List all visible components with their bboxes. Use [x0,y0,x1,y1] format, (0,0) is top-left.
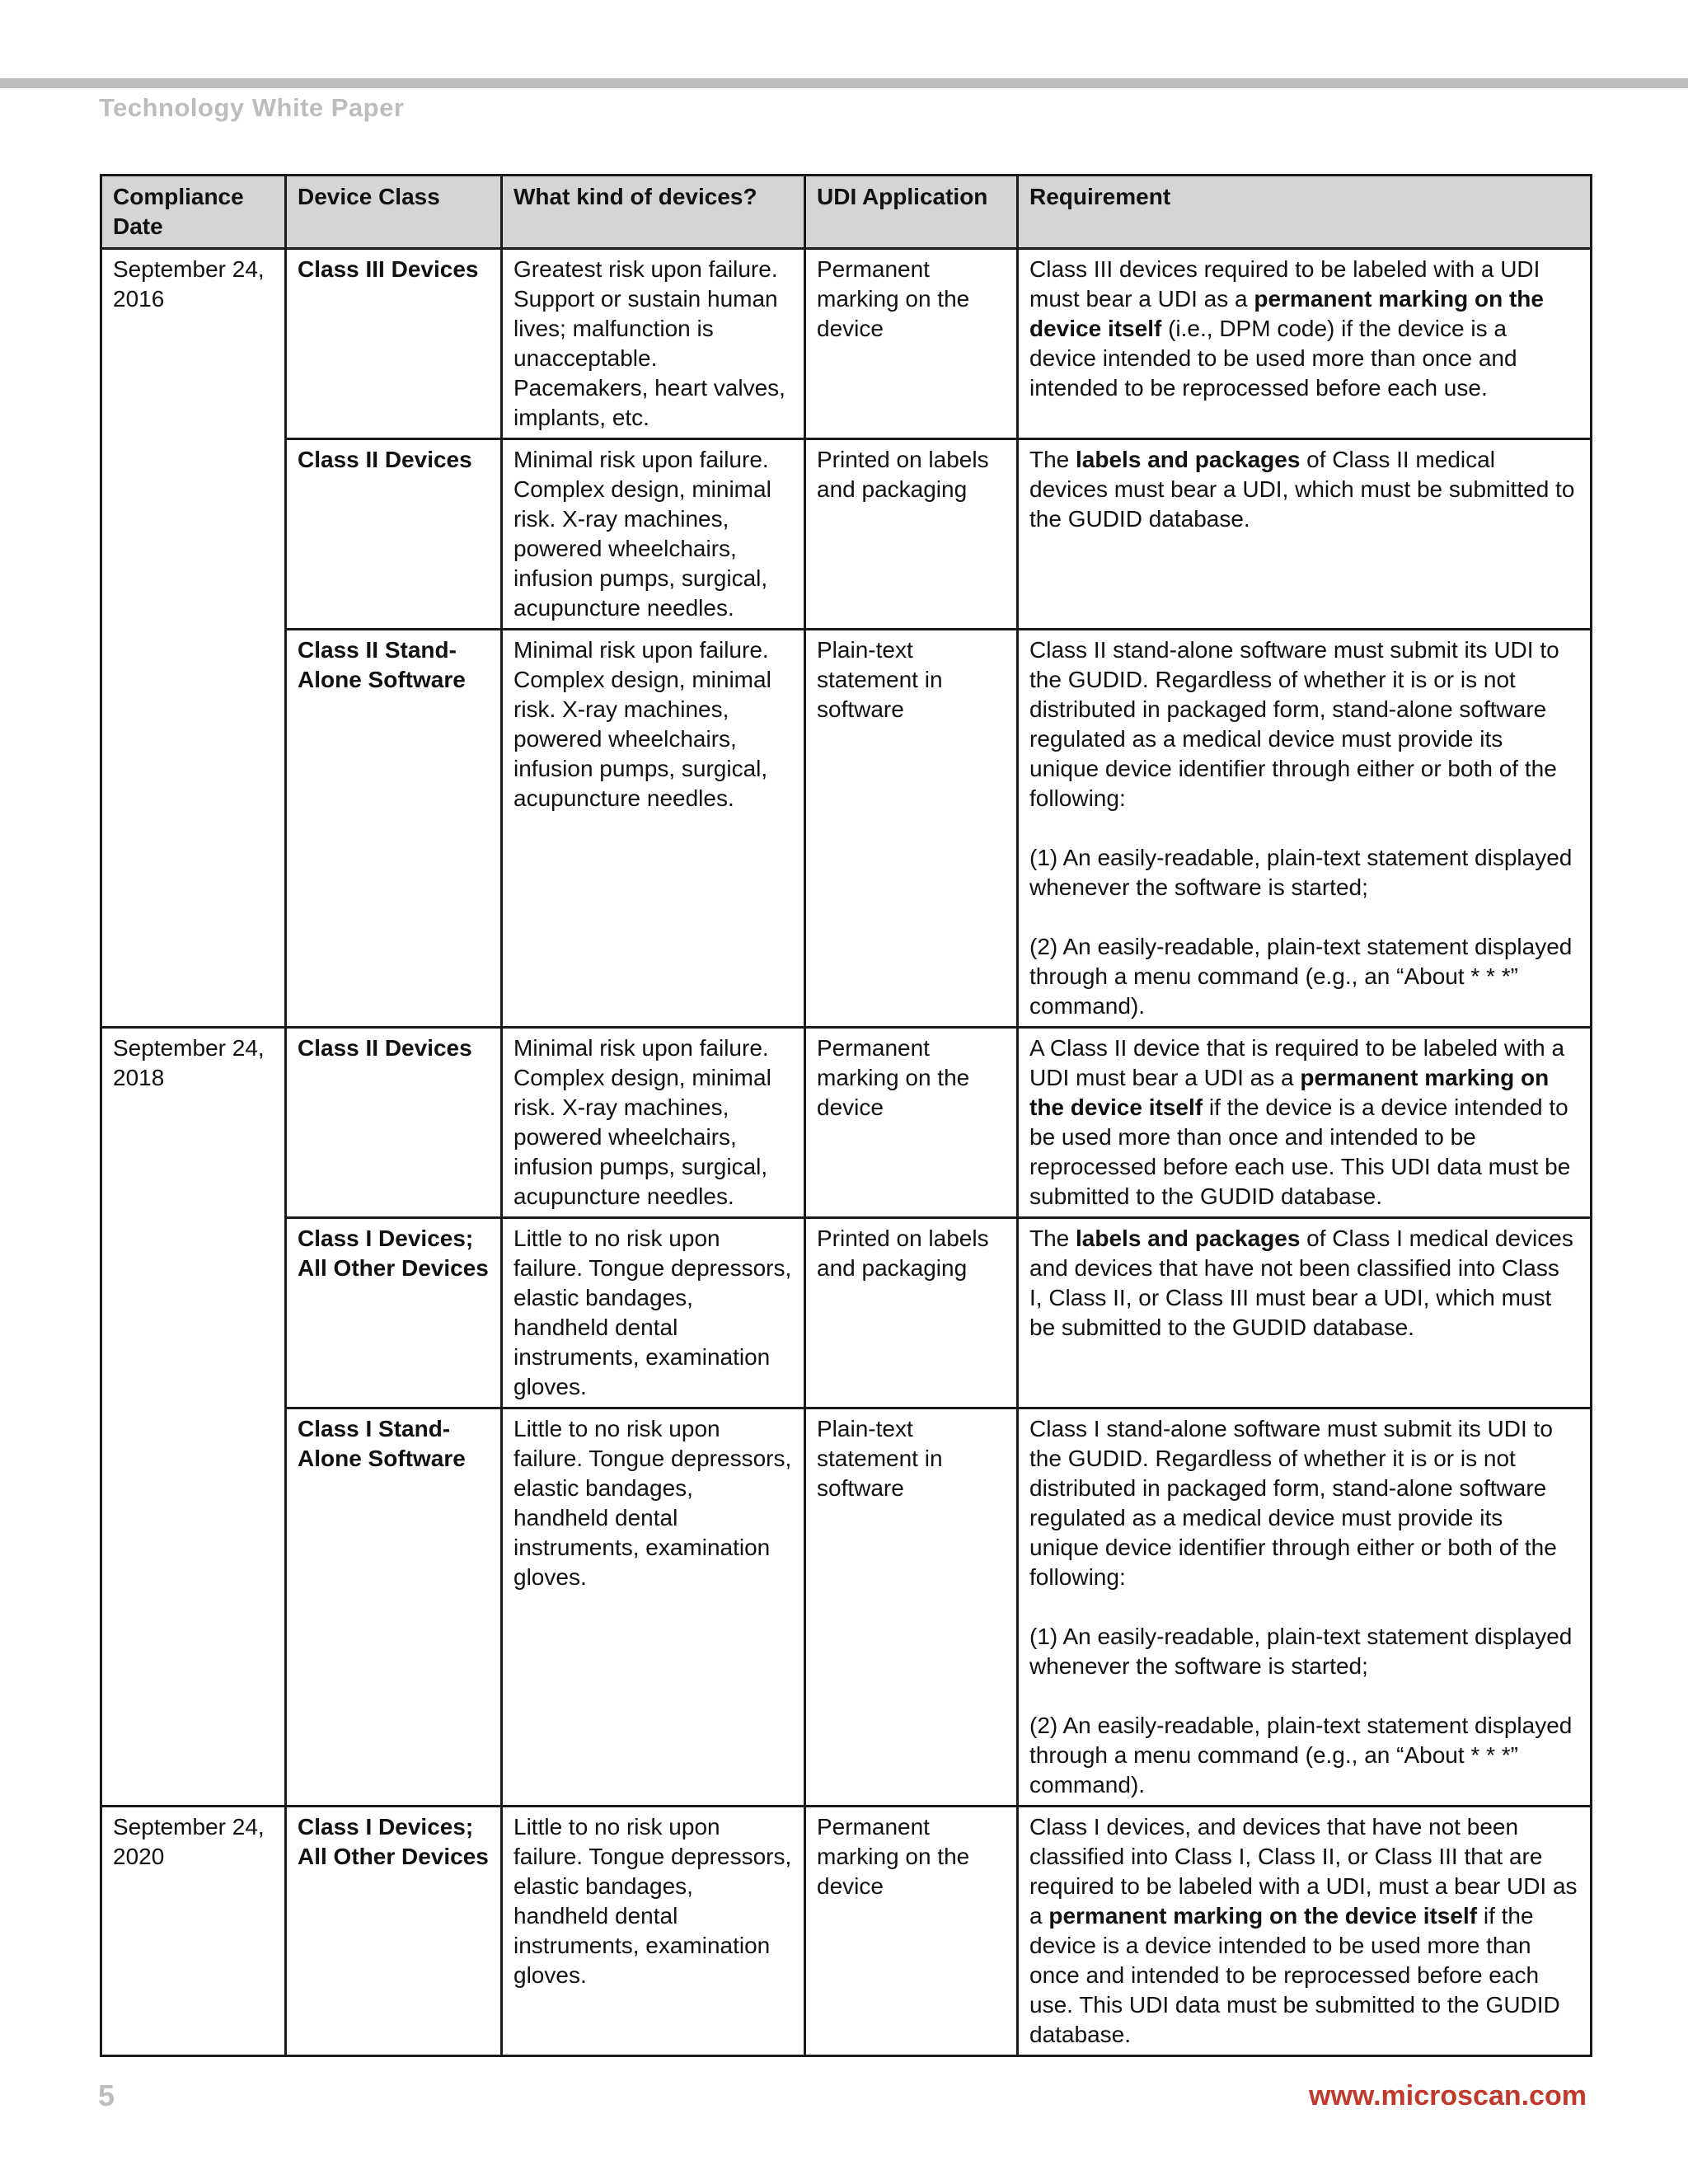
udi-application-cell: Permanent marking on the device [805,1807,1018,2056]
table-row [101,439,1592,630]
page-number: 5 [98,2079,115,2112]
requirement-paragraph [1029,255,1578,403]
top-rule [0,78,1688,88]
table-row [101,1028,1592,1218]
requirement-paragraph [1029,1622,1578,1681]
column-header: Device Class [286,176,502,249]
requirement-text: of Class II medical devices must bear a UDI, which must be submitted to the GUDID database. [1029,447,1575,532]
udi-application-cell: Plain-text statement in software [805,1408,1018,1807]
device-examples-cell: Minimal risk upon failure. Complex design, minimal risk. X-ray machines, powered wheelchairs, infusion pumps, surgical, acupuncture needles. [502,630,805,1028]
requirement-emphasis: permanent marking on the device itself [1029,1065,1550,1120]
udi-compliance-table [100,174,1592,2057]
table-row [101,630,1592,1028]
document-header: Technology White Paper [99,93,405,122]
table-row [101,1807,1592,2056]
requirement-text: Class I stand-alone software must submit its UDI to the GUDID. Regardless of whether it is or is not distributed in packaged form, stand-alone software regulated as a medical device must provide its unique device identifier through either or both of the following: [1029,1416,1557,1590]
device-class-cell: Class II Devices [286,1028,502,1218]
requirement-paragraph [1029,932,1578,1021]
device-examples-cell: Minimal risk upon failure. Complex design, minimal risk. X-ray machines, powered wheelchairs, infusion pumps, surgical, acupuncture needles. [502,439,805,630]
udi-application-cell: Plain-text statement in software [805,630,1018,1028]
device-examples-cell: Minimal risk upon failure. Complex design, minimal risk. X-ray machines, powered wheelchairs, infusion pumps, surgical, acupuncture needles. [502,1028,805,1218]
device-class-cell: Class I Devices; All Other Devices [286,1218,502,1408]
requirement-cell [1018,1028,1592,1218]
requirement-cell [1018,1807,1592,2056]
requirement-text: if the device is a device intended to be used more than once and intended to be reprocessed before each use. This UDI data must be submitted to the GUDID database. [1029,1094,1571,1209]
requirement-paragraph [1029,1812,1578,2050]
device-class-cell: Class III Devices [286,249,502,439]
column-header: Compliance Date [101,176,286,249]
udi-application-cell: Printed on labels and packaging [805,1218,1018,1408]
device-class-cell: Class I Stand-Alone Software [286,1408,502,1807]
compliance-date-cell: September 24, 2016 [101,249,286,1028]
requirement-text: of Class I medical devices and devices that have not been classified into Class I, Class II, or Class III must bear a UDI, which must be submitted to the GUDID database. [1029,1226,1573,1340]
device-class-cell: Class I Devices; All Other Devices [286,1807,502,2056]
requirement-text: Class I devices, and devices that have not been classified into Class I, Class II, or Class III that are required to be labeled with a UDI, must a bear UDI as a [1029,1814,1578,1929]
requirement-cell [1018,439,1592,630]
requirement-text: Class II stand-alone software must submit its UDI to the GUDID. Regardless of whether it is or is not distributed in packaged form, stand-alone software regulated as a medical device must provide its unique device identifier through either or both of the following: [1029,637,1559,811]
column-header: Requirement [1018,176,1592,249]
device-class-cell: Class II Devices [286,439,502,630]
requirement-emphasis: labels and packages [1076,447,1301,472]
device-examples-cell: Little to no risk upon failure. Tongue depressors, elastic bandages, handheld dental instruments, examination gloves. [502,1408,805,1807]
compliance-date-cell: September 24, 2020 [101,1807,286,2056]
device-examples-cell: Greatest risk upon failure. Support or sustain human lives; malfunction is unacceptable. Pacemakers, heart valves, implants, etc. [502,249,805,439]
requirement-emphasis: permanent marking on the device itself [1029,286,1544,341]
requirement-cell [1018,1408,1592,1807]
website-link[interactable]: www.microscan.com [1309,2080,1587,2111]
table-row [101,1218,1592,1408]
requirement-cell [1018,630,1592,1028]
requirement-text: A Class II device that is required to be labeled with a UDI must bear a UDI as a [1029,1035,1565,1090]
requirement-text: The [1029,1226,1076,1251]
requirement-paragraph [1029,1224,1578,1343]
requirement-text: (i.e., DPM code) if the device is a device intended to be used more than once and intended to be reprocessed before each use. [1029,316,1517,401]
requirement-cell [1018,249,1592,439]
requirement-text: (2) An easily-readable, plain-text statement displayed through a menu command (e.g., an “About * * *” command). [1029,934,1573,1019]
device-examples-cell: Little to no risk upon failure. Tongue depressors, elastic bandages, handheld dental instruments, examination gloves. [502,1218,805,1408]
requirement-emphasis: labels and packages [1076,1226,1301,1251]
udi-application-cell: Printed on labels and packaging [805,439,1018,630]
requirement-paragraph [1029,1033,1578,1212]
device-examples-cell: Little to no risk upon failure. Tongue depressors, elastic bandages, handheld dental instruments, examination gloves. [502,1807,805,2056]
requirement-cell [1018,1218,1592,1408]
requirement-text: (1) An easily-readable, plain-text statement displayed whenever the software is started; [1029,1624,1573,1679]
column-header: UDI Application [805,176,1018,249]
requirement-paragraph [1029,445,1578,534]
requirement-text: (2) An easily-readable, plain-text statement displayed through a menu command (e.g., an “About * * *” command). [1029,1713,1573,1797]
udi-application-cell: Permanent marking on the device [805,1028,1018,1218]
requirement-text: The [1029,447,1076,472]
requirement-text: Class III devices required to be labeled with a UDI must bear a UDI as a [1029,256,1540,312]
udi-application-cell: Permanent marking on the device [805,249,1018,439]
requirement-paragraph [1029,1711,1578,1800]
requirement-paragraph [1029,1414,1578,1592]
column-header: What kind of devices? [502,176,805,249]
table-header-row [101,176,1592,249]
requirement-paragraph [1029,843,1578,902]
requirement-emphasis: permanent marking on the device itself [1048,1903,1478,1929]
table-row [101,249,1592,439]
table-body [101,249,1592,2056]
table-row [101,1408,1592,1807]
compliance-date-cell: September 24, 2018 [101,1028,286,1807]
requirement-text: (1) An easily-readable, plain-text statement displayed whenever the software is started; [1029,845,1573,900]
device-class-cell: Class II Stand-Alone Software [286,630,502,1028]
requirement-text: if the device is a device intended to be used more than once and intended to be reprocessed before each use. This UDI data must be submitted to the GUDID database. [1029,1903,1560,2047]
requirement-paragraph [1029,635,1578,813]
